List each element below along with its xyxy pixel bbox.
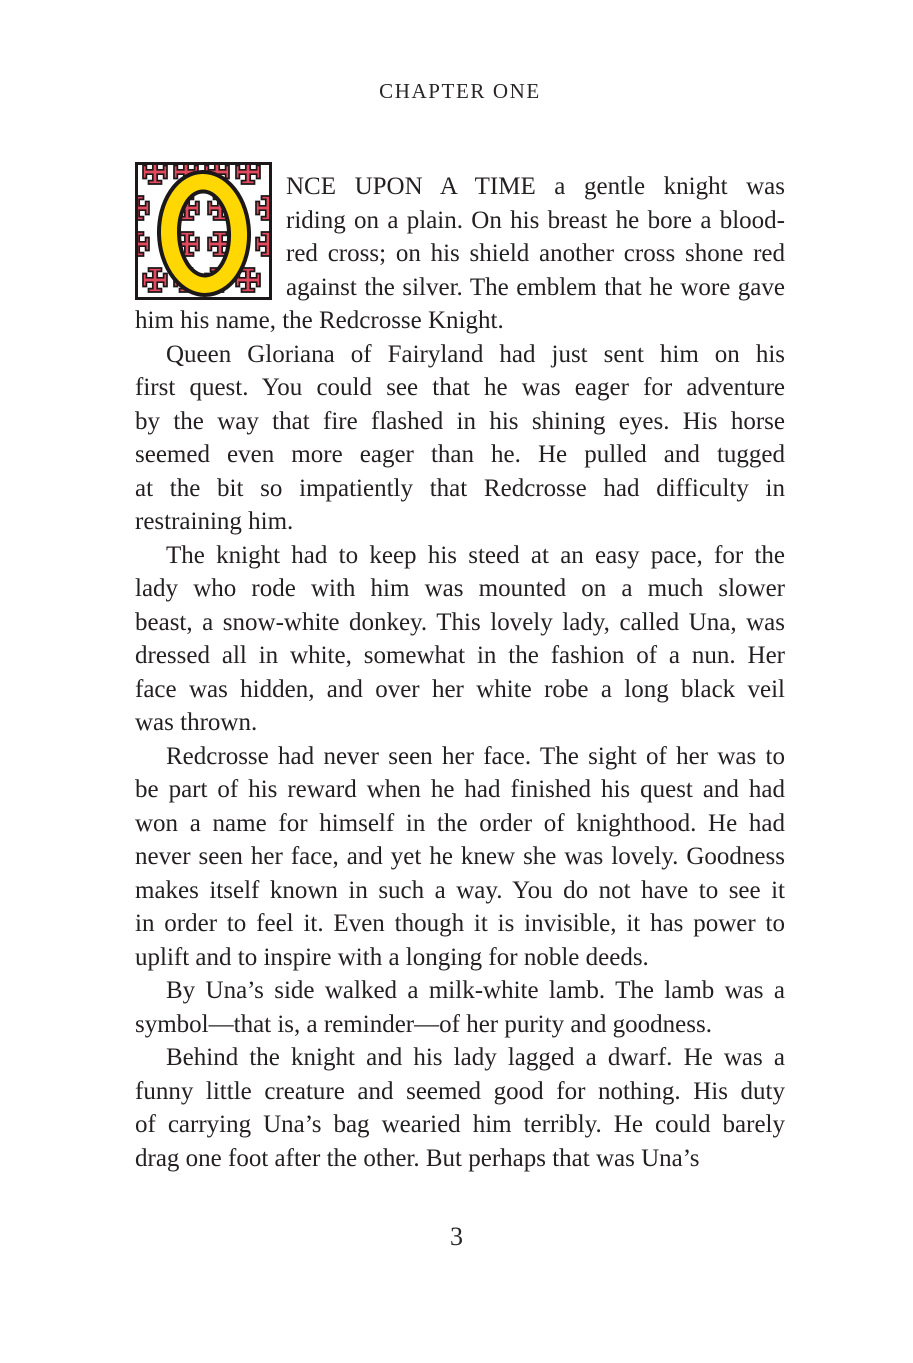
paragraph [135, 740, 785, 975]
page-number: 3 [450, 1222, 463, 1251]
text-line: first quest. You could see that he was eager for adventure [135, 374, 785, 401]
text-line: beast, a snow-white donkey. This lovely lady, called Una, was [135, 608, 785, 636]
text-line: NCE UPON A TIME a gentle knight was [286, 173, 785, 200]
text-line: Redcrosse had never seen her face. The sight of her was to [166, 742, 785, 770]
text-line: restraining him. [135, 508, 294, 535]
text-line: by the way that fire flashed in his shining eyes. His horse [135, 407, 785, 435]
text-line: red cross; on his shield another cross shone red [286, 240, 785, 267]
paragraph [135, 338, 785, 539]
text-line: seemed even more eager than he. He pulled and tugged [135, 441, 785, 468]
text-line: won a name for himself in the order of knighthood. He had [135, 809, 785, 837]
paragraph [135, 1041, 785, 1175]
text-line: riding on a plain. On his breast he bore a blood- [286, 206, 785, 234]
text-line: Queen Gloriana of Fairyland had just sent him on his [166, 340, 785, 368]
body-text [135, 170, 785, 1175]
text-line: him his name, the Redcrosse Knight. [135, 307, 504, 334]
text-line: of carrying Una’s bag wearied him terribly. He could barely [135, 1111, 785, 1138]
text-line: symbol—that is, a reminder—of her purity and goodness. [135, 1010, 712, 1038]
text-line: at the bit so impatiently that Redcrosse had difficulty in [135, 474, 785, 502]
text-line: be part of his reward when he had finished his quest and had [135, 776, 785, 803]
text-line: in order to feel it. Even though it is invisible, it has power to [135, 910, 785, 937]
paragraph [135, 539, 785, 740]
text-line: against the silver. The emblem that he wore gave [286, 273, 785, 301]
text-line: was thrown. [135, 709, 258, 736]
paragraph [135, 170, 785, 338]
chapter-heading: CHAPTER ONE [379, 79, 541, 103]
text-line: Behind the knight and his lady lagged a dwarf. He was a [166, 1044, 785, 1071]
text-line: funny little creature and seemed good for nothing. His duty [135, 1077, 785, 1105]
text-line: makes itself known in such a way. You do not have to see it [135, 876, 785, 904]
text-line: uplift and to inspire with a longing for noble deeds. [135, 943, 649, 971]
text-line: face was hidden, and over her white robe a long black veil [135, 675, 785, 703]
text-line: dressed all in white, somewhat in the fashion of a nun. Her [135, 642, 785, 669]
text-line: By Una’s side walked a milk-white lamb. The lamb was a [166, 977, 785, 1004]
text-line: never seen her face, and yet he knew she was lovely. Goodness [135, 843, 785, 870]
text-line: lady who rode with him was mounted on a much slower [135, 575, 785, 602]
paragraph [135, 974, 785, 1041]
text-line: The knight had to keep his steed at an easy pace, for the [166, 541, 785, 569]
text-line: drag one foot after the other. But perhaps that was Una’s [135, 1144, 700, 1172]
